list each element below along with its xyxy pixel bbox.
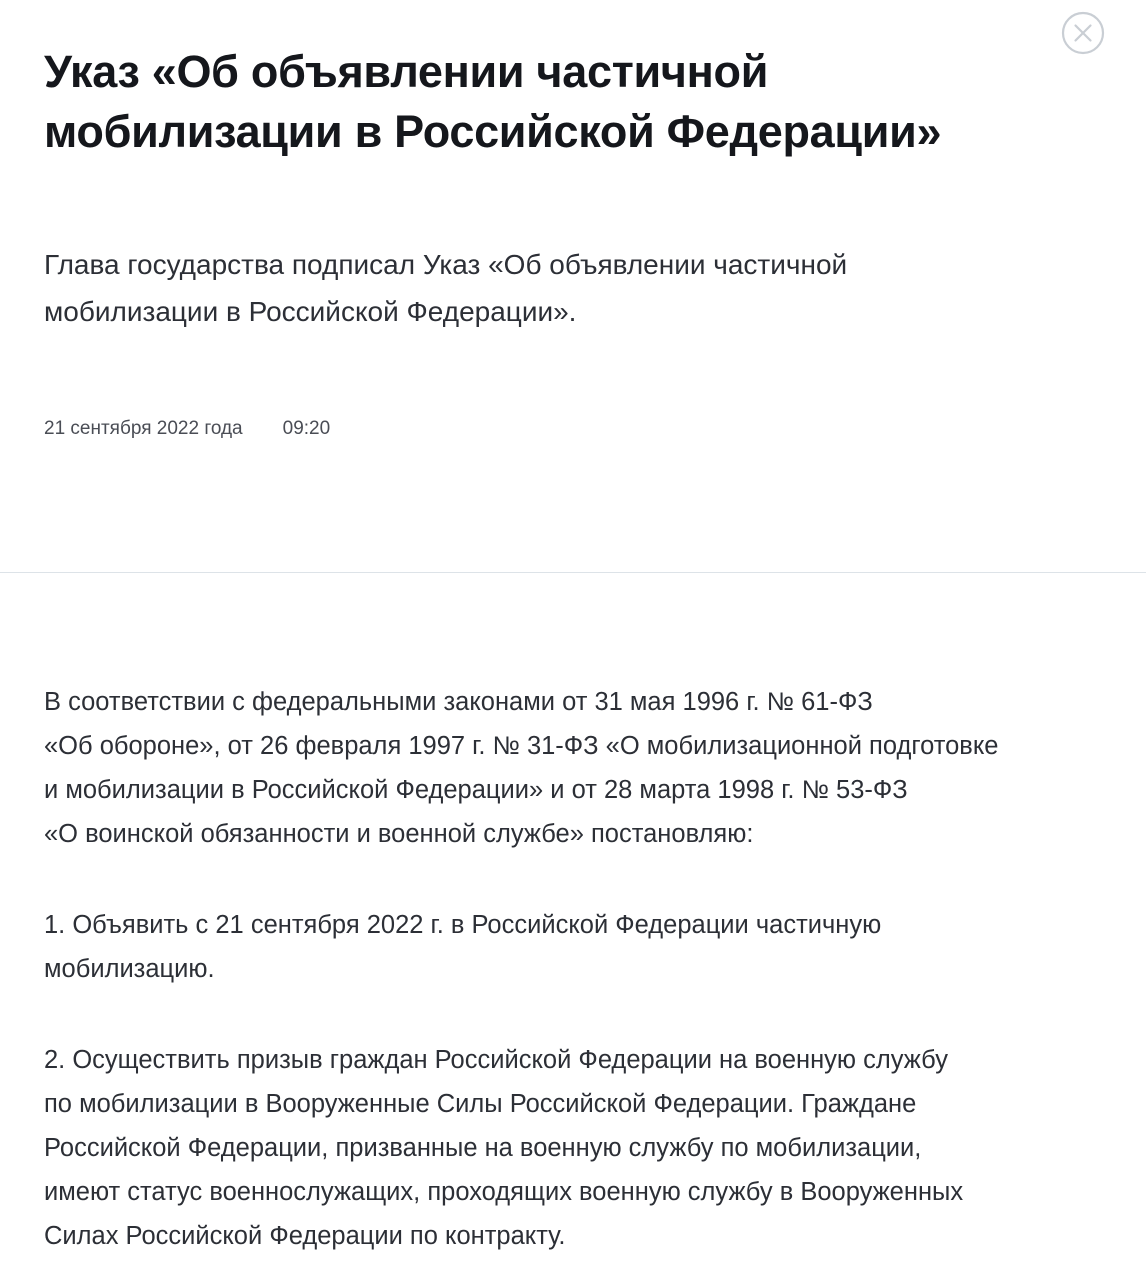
decree-text [44, 680, 1104, 1258]
intro-line-4: «О воинской обязанности и военной службе» постановляю: [44, 820, 754, 848]
intro-line-3: и мобилизации в Российской Федерации» и от 28 марта 1998 г. № 53-ФЗ [44, 776, 908, 804]
item2-line-2: по мобилизации в Вооруженные Силы Российской Федерации. Граждане [44, 1090, 917, 1118]
publish-date: 21 сентября 2022 года [44, 418, 243, 439]
decree-item-2 [44, 1038, 1104, 1258]
page-title [44, 42, 1064, 162]
title-line-2: мобилизации в Российской Федерации» [44, 106, 942, 157]
intro-line-1: В соответствии с федеральными законами от 31 мая 1996 г. № 61-ФЗ [44, 688, 873, 716]
close-icon [1061, 11, 1105, 55]
item2-line-4: имеют статус военнослужащих, проходящих военную службу в Вооруженных [44, 1178, 964, 1206]
publish-time: 09:20 [282, 418, 331, 439]
item2-line-5: Силах Российской Федерации по контракту. [44, 1222, 566, 1250]
publish-meta [44, 416, 330, 442]
decree-intro [44, 680, 1104, 856]
item2-line-1: 2. Осуществить призыв граждан Российской Федерации на военную службу [44, 1046, 948, 1074]
section-divider [0, 572, 1146, 573]
item1-line-2: мобилизацию. [44, 955, 215, 983]
title-line-1: Указ «Об объявлении частичной [44, 46, 769, 97]
article-header [44, 42, 1064, 162]
article-lead [44, 241, 1044, 335]
lead-line-2: мобилизации в Российской Федерации». [44, 296, 577, 327]
lead-line-1: Глава государства подписал Указ «Об объявлении частичной [44, 249, 848, 280]
close-button[interactable] [1061, 11, 1105, 55]
decree-item-1 [44, 903, 1104, 991]
intro-line-2: «Об обороне», от 26 февраля 1997 г. № 31-ФЗ «О мобилизационной подготовке [44, 732, 999, 760]
item2-line-3: Российской Федерации, призванные на военную службу по мобилизации, [44, 1134, 922, 1162]
item1-line-1: 1. Объявить с 21 сентября 2022 г. в Российской Федерации частичную [44, 911, 882, 939]
